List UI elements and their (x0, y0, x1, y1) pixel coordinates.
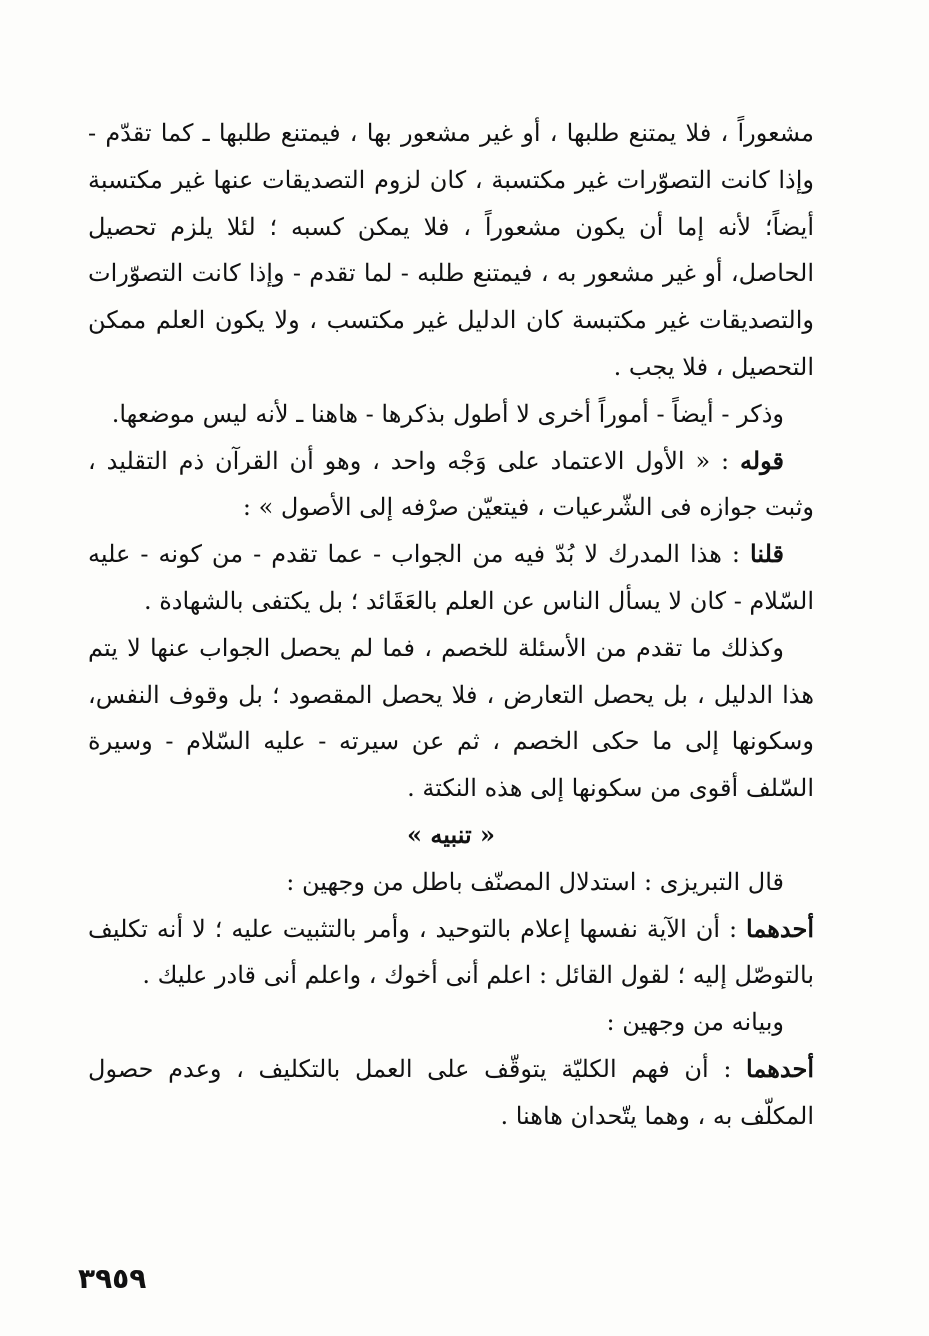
paragraph-lead: قلنا (750, 539, 784, 569)
paragraph-lead: أحدهما (746, 1053, 814, 1083)
paragraph-text: وكذلك ما تقدم من الأسئلة للخصم ، فما لم يحصل الجواب عنها لا يتم هذا الدليل ، بل يحصل التعارض ، فلا يحصل المقصود ؛ بل وقوف النفس، وسكونها إلى ما حكى الخصم ، ثم عن سيرته - عليه السّلام - وسيرة السّلف أقوى من سكونها إلى هذه النكتة . (88, 633, 814, 803)
paragraph-quote (88, 438, 814, 532)
paragraph-text: وبيانه من وجهين : (606, 1008, 784, 1037)
paragraph-text: مشعوراً ، فلا يمتنع طلبها ، أو غير مشعور بها ، فيمتنع طلبها ـ كما تقدّم - وإذا كانت التصوّرات غير مكتسبة ، كان لزوم التصديقات عنها غير مكتسبة أيضاً؛ لأنه إما أن يكون مشعوراً ، فلا يمكن كسبه ؛ لئلا يلزم تحصيل الحاصل، أو غير مشعور به ، فيمتنع طلبه - لما تقدم - وإذا كانت التصوّرات والتصديقات غير مكتبسة كان الدليل غير مكتسب ، ولا يكون العلم ممكن التحصيل ، فلا يجب . (88, 119, 814, 381)
paragraph-text: : أن الآية نفسها إعلام بالتوحيد ، وأمر بالتثبيت عليه ؛ لا أنه تكليف بالتوصّل إليه ؛ لقول القائل : اعلم أنى أخوك ، واعلم أنى قادر عليك . (88, 914, 814, 990)
paragraph-text: وذكر - أيضاً - أموراً أخرى لا أطول بذكرها - هاهنا ـ لأنه ليس موضعها. (111, 399, 784, 428)
paragraph-first-point (88, 906, 814, 1000)
paragraph-lead: أحدهما (746, 913, 814, 943)
page-number: ٣٩٥٩ (78, 1262, 147, 1295)
paragraph-continuation (88, 110, 814, 391)
paragraph-first-aspect (88, 1046, 814, 1140)
paragraph-lead: قوله (739, 445, 784, 475)
paragraph-explanation (88, 999, 814, 1046)
paragraph-questions (88, 625, 814, 812)
paragraph-text: : هذا المدرك لا بُدّ فيه من الجواب - عما تقدم - من كونه - عليه السّلام - كان لا يسأل الناس عن العلم بالعَقَائد ؛ بل يكتفى بالشهادة . (88, 540, 814, 615)
paragraph-tabrizi (88, 859, 814, 906)
paragraph-text: : أن فهم الكليّة يتوقّف على العمل بالتكليف ، وعدم حصول المكلّف به ، وهما يتّحدان هاهنا . (88, 1054, 814, 1130)
paragraph-text: قال التبريزى : استدلال المصنّف باطل من وجهين : (286, 867, 784, 896)
paragraph-reply (88, 531, 814, 625)
body-text (88, 110, 814, 1140)
section-heading: « تنبيه » (407, 819, 495, 849)
paragraph-text: : « الأول الاعتماد على وَجْه واحد ، وهو أن القرآن ذم التقليد ، وثبت جوازه فى الشّرعيات ، فيتعيّن صرْفه إلى الأصول » : (88, 446, 814, 522)
paragraph-other-matters (88, 391, 814, 438)
